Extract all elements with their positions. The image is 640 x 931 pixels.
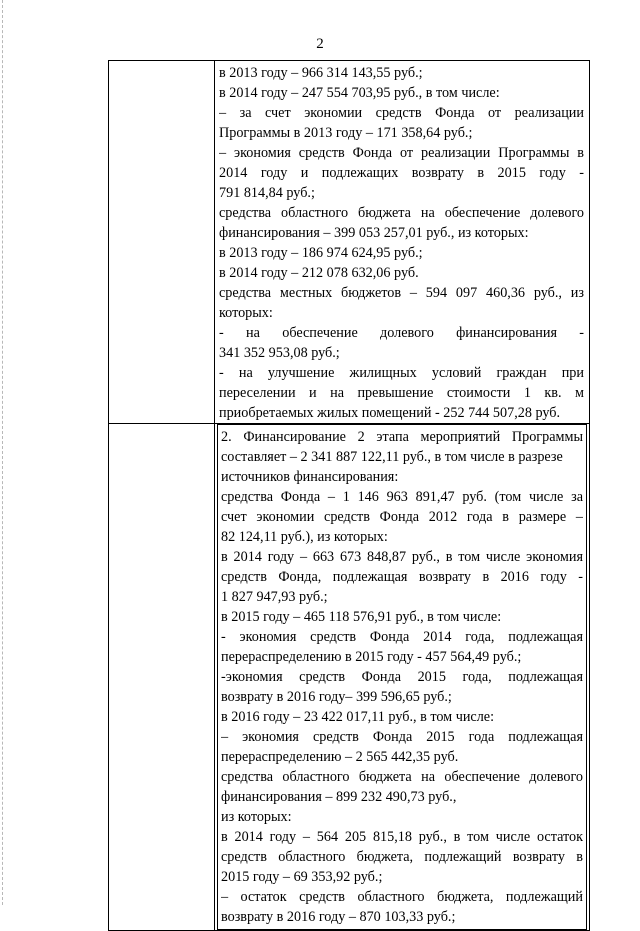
text-line: 2. Финансирование 2 этапа мероприятий Программы bbox=[221, 429, 583, 445]
table-cell-stage2-text bbox=[217, 424, 587, 930]
table-row-stage2 bbox=[109, 424, 590, 931]
table-cell-stage2 bbox=[215, 424, 590, 930]
stage2-text-block bbox=[221, 427, 583, 927]
text-line: – остаток средств областного бюджета, подлежащий bbox=[221, 889, 583, 905]
text-line: 82 124,11 руб.), из которых: bbox=[221, 529, 388, 545]
text-line: в 2015 году – 465 118 576,91 руб., в том числе: bbox=[221, 609, 502, 625]
text-line: источников финансирования: bbox=[221, 469, 399, 485]
text-line: возврату в 2016 году – 870 103,33 руб.; bbox=[221, 909, 456, 925]
text-line: 341 352 953,08 руб.; bbox=[219, 345, 340, 361]
text-line: – за счет экономии средств Фонда от реализации bbox=[219, 105, 584, 121]
text-line: 1 827 947,93 руб.; bbox=[221, 589, 328, 605]
text-line: финансирования – 399 053 257,01 руб., из которых: bbox=[219, 225, 529, 241]
text-line: - экономия средств Фонда 2014 года, подлежащая bbox=[221, 629, 583, 645]
text-line: перераспределению в 2015 году - 457 564,49 руб.; bbox=[221, 649, 522, 665]
text-line: финансирования – 899 232 490,73 руб., bbox=[221, 789, 457, 805]
text-line: в 2014 году – 663 673 848,87 руб., в том числе экономия bbox=[221, 549, 583, 565]
text-line: в 2014 году – 212 078 632,06 руб. bbox=[219, 265, 419, 281]
table-cell-empty bbox=[109, 61, 215, 423]
text-line: Программы в 2013 году – 171 358,64 руб.; bbox=[219, 125, 473, 141]
text-line: средства местных бюджетов – 594 097 460,36 руб., из bbox=[219, 285, 584, 301]
text-line: -экономия средств Фонда 2015 года, подлежащая bbox=[221, 669, 583, 685]
text-line: переселении и на превышение стоимости 1 кв. м bbox=[219, 385, 584, 401]
text-line: в 2013 году – 966 314 143,55 руб.; bbox=[219, 65, 423, 81]
text-line: в 2016 году – 23 422 017,11 руб., в том числе: bbox=[221, 709, 495, 725]
table-cell-empty bbox=[109, 424, 215, 930]
text-line: 2015 году – 69 353,92 руб.; bbox=[221, 869, 383, 885]
text-line: – экономия средств Фонда от реализации Программы в bbox=[219, 145, 584, 161]
text-line: составляет – 2 341 887 122,11 руб., в том числе в разрезе bbox=[221, 449, 563, 465]
text-line: средств Фонда, подлежащая возврату в 2016 году - bbox=[221, 569, 583, 585]
text-line: в 2014 году – 247 554 703,95 руб., в том числе: bbox=[219, 85, 500, 101]
table-cell-stage1-text bbox=[215, 61, 590, 423]
text-line: 791 814,84 руб.; bbox=[219, 185, 315, 201]
text-line: средства Фонда – 1 146 963 891,47 руб. (том числе за bbox=[221, 489, 583, 505]
text-line: средств областного бюджета, подлежащий возврату в bbox=[221, 849, 583, 865]
scan-left-edge bbox=[2, 0, 4, 905]
text-line: из которых: bbox=[221, 809, 292, 825]
page-number: 2 bbox=[316, 36, 324, 52]
text-line: в 2013 году – 186 974 624,95 руб.; bbox=[219, 245, 423, 261]
text-line: в 2014 году – 564 205 815,18 руб., в том числе остаток bbox=[221, 829, 583, 845]
text-line: средства областного бюджета на обеспечение долевого bbox=[221, 769, 583, 785]
text-line: - на обеспечение долевого финансирования - bbox=[219, 325, 584, 341]
text-line: возврату в 2016 году– 399 596,65 руб.; bbox=[221, 689, 452, 705]
stage1-text-block bbox=[219, 63, 584, 423]
text-line: которых: bbox=[219, 305, 273, 321]
text-line: приобретаемых жилых помещений - 252 744 507,28 руб. bbox=[219, 405, 561, 421]
program-funding-table bbox=[108, 60, 590, 931]
text-line: 2014 году и подлежащих возврату в 2015 году - bbox=[219, 165, 584, 181]
table-row-stage1 bbox=[109, 61, 590, 424]
text-line: - на улучшение жилищных условий граждан при bbox=[219, 365, 584, 381]
text-line: перераспределению – 2 565 442,35 руб. bbox=[221, 749, 459, 765]
text-line: средства областного бюджета на обеспечение долевого bbox=[219, 205, 584, 221]
text-line: – экономия средств Фонда 2015 года подлежащая bbox=[221, 729, 583, 745]
text-line: счет экономии средств Фонда 2012 года в размере – bbox=[221, 509, 583, 525]
